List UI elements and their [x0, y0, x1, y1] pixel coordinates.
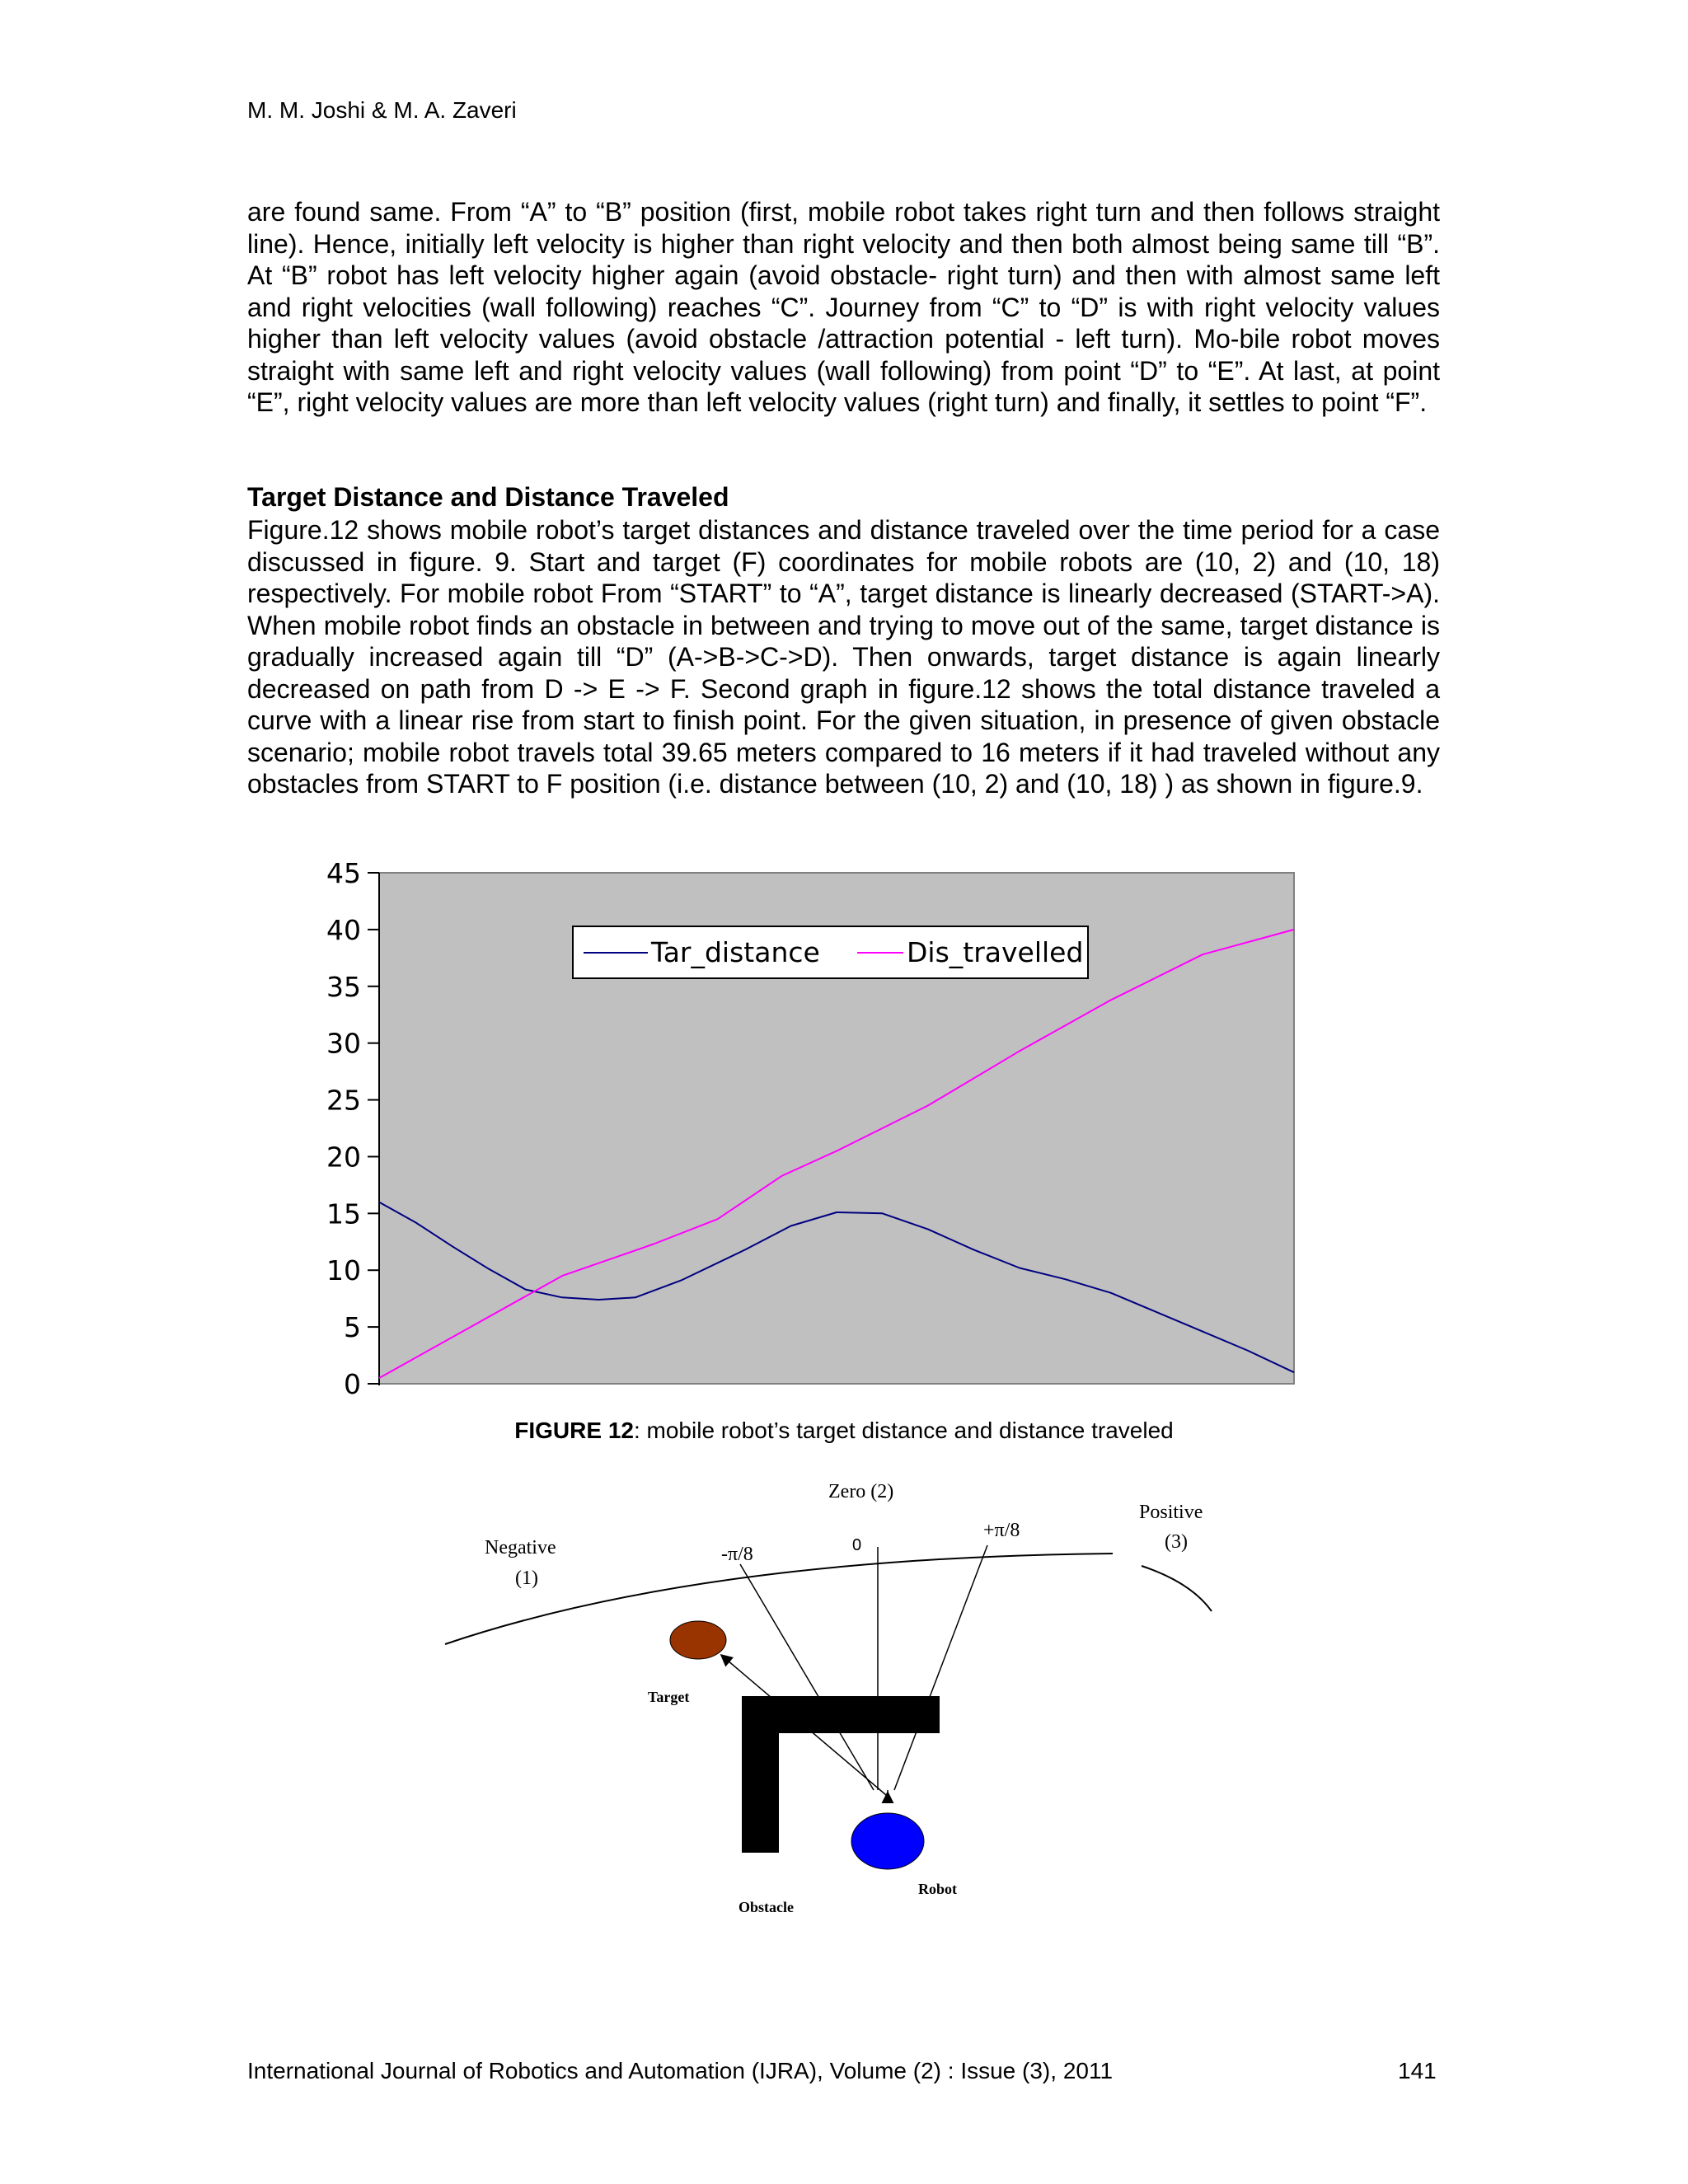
y-tick-label: 40: [326, 913, 361, 946]
distance-chart: [313, 853, 1376, 1397]
y-tick-label: 10: [326, 1254, 361, 1287]
figure-label: FIGURE 12: [514, 1418, 634, 1443]
label-robot: Robot: [918, 1881, 958, 1897]
target-marker: [670, 1621, 726, 1659]
robot-marker: [851, 1813, 924, 1869]
y-tick-label: 20: [326, 1141, 361, 1174]
label-negative-number: (1): [515, 1568, 538, 1589]
section-heading: Target Distance and Distance Traveled: [247, 482, 729, 512]
label-target: Target: [648, 1689, 690, 1705]
legend-label-dis-travelled: Dis_travelled: [907, 936, 1084, 968]
obstacle-wall-horizontal: [742, 1696, 940, 1733]
fuzzy-angle-diagram: [429, 1467, 1253, 1929]
page-number: 141: [1398, 2058, 1437, 2083]
body-paragraph: Figure.12 shows mobile robot’s target distances and distance traveled over the time period for a case discussed in figure. 9. Start and target (F) coordinates for mobile robots are (10, 2) and (10, 18) respectively. For mobile robot From “START” to “A”, target distance is linearly decreased (START->A). When mobile robot finds an obstacle in between and trying to move out of the same, target distance is gradually increased again till “D” (A->B->C->D). Then onwards, target distance is again linearly decreased on path from D -> E -> F. Second graph in figure.12 shows the total distance traveled a curve with a linear rise from start to finish point. For the given situation, in presence of given obstacle scenario; mobile robot travels total 39.65 meters compared to 16 meters if it had traveled without any obstacles from START to F position (i.e. distance between (10, 2) and (10, 18) ) as shown in figure.9.: [247, 515, 1440, 799]
journal-footer: International Journal of Robotics and Automation (IJRA), Volume (2) : Issue (3), 2011: [247, 2058, 1114, 2083]
label-zero-angle: 0: [852, 1536, 862, 1554]
label-plus-pi-8: +π/8: [983, 1520, 1020, 1541]
label-minus-pi-8: -π/8: [721, 1544, 753, 1565]
positive-curve: [1142, 1566, 1212, 1611]
label-obstacle: Obstacle: [738, 1899, 794, 1915]
y-axis-ticks: [326, 857, 379, 1397]
y-tick-label: 15: [326, 1197, 361, 1230]
label-positive-number: (3): [1165, 1531, 1188, 1553]
running-header: M. M. Joshi & M. A. Zaveri: [247, 97, 517, 123]
label-positive: Positive: [1139, 1502, 1203, 1523]
label-zero: Zero (2): [828, 1481, 894, 1502]
y-tick-label: 25: [326, 1084, 361, 1117]
y-tick-label: 0: [344, 1368, 361, 1397]
y-tick-label: 5: [344, 1311, 361, 1344]
y-tick-label: 30: [326, 1027, 361, 1060]
obstacle-wall-vertical: [742, 1733, 779, 1853]
ray-plus-pi-8: [894, 1545, 987, 1790]
figure-caption-text: : mobile robot’s target distance and distance traveled: [633, 1418, 1174, 1443]
legend-label-tar-distance: Tar_distance: [651, 936, 820, 968]
legend: [573, 926, 1088, 978]
y-tick-label: 45: [326, 857, 361, 889]
y-tick-label: 35: [326, 970, 361, 1003]
body-paragraph: are found same. From “A” to “B” position (first, mobile robot takes right turn and then follows straight line). Hence, initially left velocity is higher than right velocity and then both almost being same till “B”. At “B” robot has left velocity higher again (avoid obstacle- right turn) and then with almost same left and right velocities (wall following) reaches “C”. Journey from “C” to “D” is with right velocity values higher than left velocity values (avoid obstacle /attraction potential - left turn). Mo-bile robot moves straight with same left and right velocity values (wall following) from point “D” to “E”. At last, at point “E”, right velocity values are more than left velocity values (right turn) and finally, it settles to point “F”.: [247, 197, 1440, 417]
figure-caption: [0, 1418, 1688, 1444]
label-negative: Negative: [485, 1537, 556, 1558]
